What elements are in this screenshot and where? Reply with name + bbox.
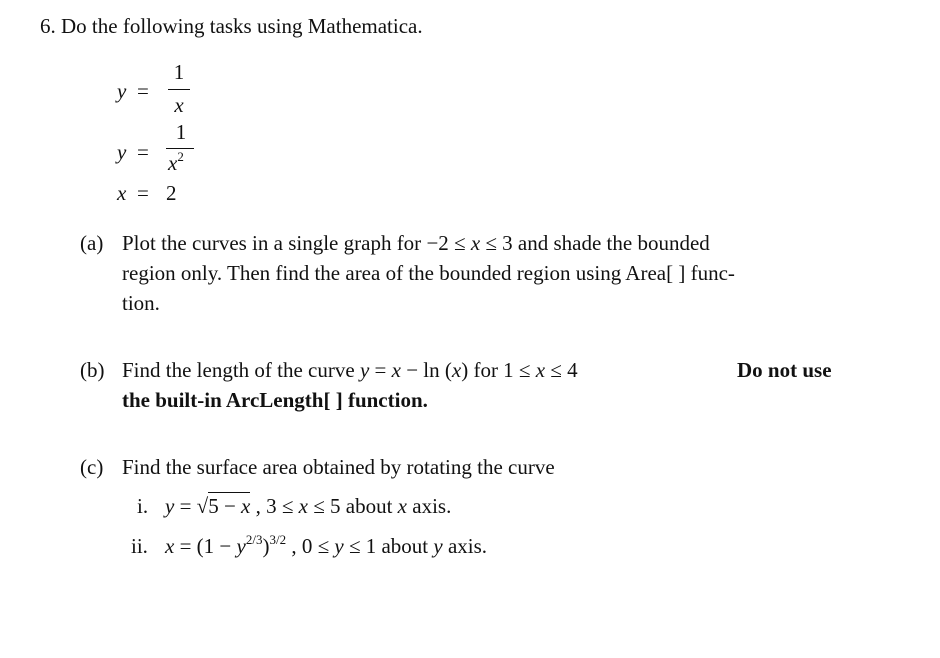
math: ) for 1 ≤ xyxy=(461,358,536,382)
bold-instruction: Do not use xyxy=(737,358,832,382)
math-var: y xyxy=(359,358,370,382)
part-label: (b) xyxy=(80,358,105,382)
math: ≤ 3 xyxy=(480,231,513,255)
item-i-math xyxy=(165,496,451,517)
eq-sign: = xyxy=(137,140,149,164)
item-label: i. xyxy=(137,494,149,518)
math: ≤ 4 xyxy=(545,358,578,382)
math-var: y xyxy=(236,534,246,558)
item-label: ii. xyxy=(131,534,148,558)
sqrt-sign: √ xyxy=(196,494,209,518)
math-var: y xyxy=(433,534,443,558)
problem-number: 6. xyxy=(40,14,56,38)
math: ≤ 5 about xyxy=(307,494,398,518)
math-var: x xyxy=(391,358,401,382)
eq-rhs: 2 xyxy=(166,181,177,205)
eq-lhs: y xyxy=(117,140,127,164)
text: axis. xyxy=(442,534,488,558)
math: = xyxy=(174,494,197,518)
math-var: x xyxy=(165,534,175,558)
part-label: (c) xyxy=(80,455,104,479)
problem-heading xyxy=(40,16,423,37)
part-label: (a) xyxy=(80,231,104,255)
exponent: 3/2 xyxy=(269,532,287,547)
exponent: 2/3 xyxy=(245,532,263,547)
item-ii-math xyxy=(165,532,488,558)
eq-sign: = xyxy=(137,181,149,205)
math: = xyxy=(369,358,392,382)
numerator: 1 xyxy=(173,60,185,84)
math-var: x xyxy=(470,231,481,255)
part-a-line-3: tion. xyxy=(122,291,160,315)
math-var: y xyxy=(165,494,175,518)
math-var: x xyxy=(451,358,462,382)
math-var: x xyxy=(535,358,546,382)
eq-lhs: y xyxy=(117,79,127,103)
numerator: 1 xyxy=(175,120,187,144)
problem-heading-text: Do the following tasks using Mathematica. xyxy=(61,14,423,38)
math-var: x xyxy=(298,494,308,518)
radicand xyxy=(208,492,250,518)
math: = (1 − xyxy=(174,534,237,558)
text: and shade the bounded xyxy=(512,231,710,255)
math-var: x xyxy=(241,494,251,518)
fraction-bar xyxy=(168,89,190,90)
math: , 0 ≤ xyxy=(286,534,335,558)
math: , 3 ≤ xyxy=(250,494,299,518)
part-a-line-2: region only. Then find the area of the bounded region using Area[ ] func- xyxy=(122,261,735,285)
math: ≤ 1 about xyxy=(343,534,434,558)
math: −2 ≤ xyxy=(426,231,471,255)
math-var: x xyxy=(397,494,407,518)
denominator-base: x xyxy=(168,151,178,175)
text: Find the length of the curve xyxy=(122,358,360,382)
part-a-line-1 xyxy=(122,233,710,254)
math: − ln ( xyxy=(400,358,452,382)
part-b-line-2: the built-in ArcLength[ ] function. xyxy=(122,388,428,412)
denominator-exponent: 2 xyxy=(177,149,184,164)
math: ) xyxy=(262,534,270,558)
denominator: x xyxy=(174,93,184,117)
part-b-line-1 xyxy=(122,360,578,381)
text: axis. xyxy=(407,494,452,518)
math: 5 − xyxy=(208,494,242,518)
text: Plot the curves in a single graph for xyxy=(122,231,427,255)
eq-sign: = xyxy=(137,79,149,103)
denominator xyxy=(168,149,184,175)
part-c-line-1: Find the surface area obtained by rotating the curve xyxy=(122,455,555,479)
eq-lhs: x xyxy=(117,181,127,205)
math-var: y xyxy=(334,534,344,558)
